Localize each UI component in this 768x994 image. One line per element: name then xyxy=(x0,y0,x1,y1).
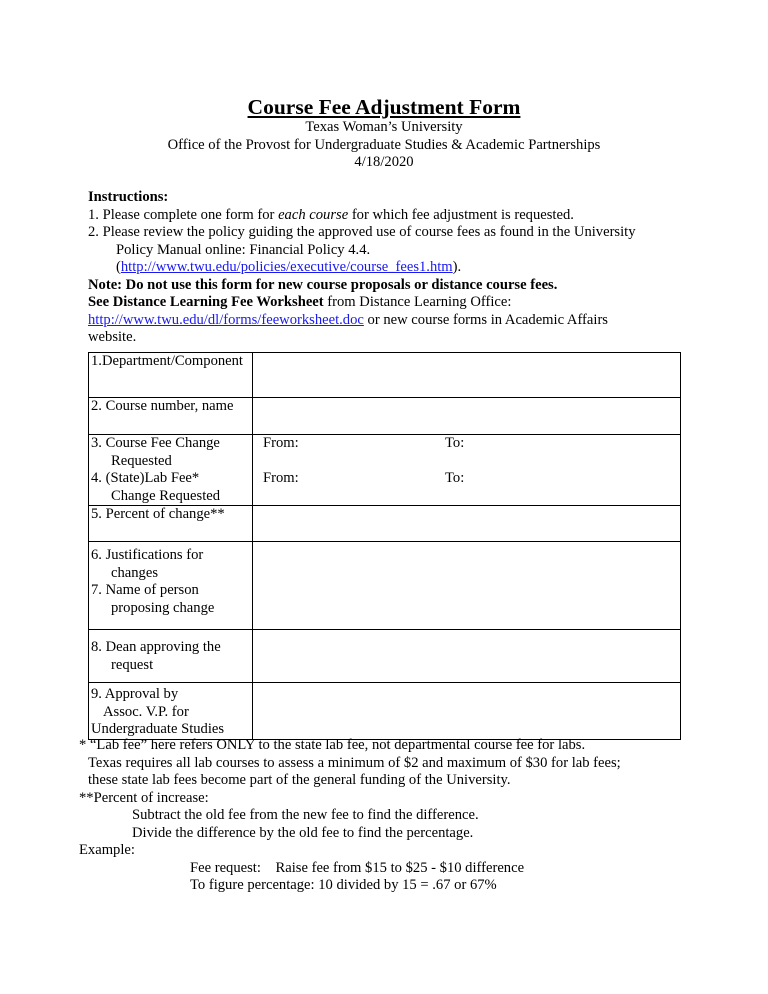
worksheet-link[interactable]: http://www.twu.edu/dl/forms/feeworksheet.doc xyxy=(88,311,364,328)
lab-fee-change-field[interactable] xyxy=(255,470,680,505)
percent-field[interactable] xyxy=(253,506,681,542)
fee-adjustment-table xyxy=(88,352,681,740)
lab-fee-note-3: these state lab fees become part of the general funding of the University. xyxy=(88,772,511,788)
policy-link[interactable]: http://www.twu.edu/policies/executive/course_fees1.htm xyxy=(120,259,453,275)
footnotes xyxy=(79,737,699,895)
table-row xyxy=(89,353,681,398)
lab-fee-note-1: * “Lab fee” here refers ONLY to the state lab fee, not departmental course fee for labs. xyxy=(79,737,586,753)
course-field[interactable] xyxy=(253,398,681,435)
university-name: Texas Woman’s University xyxy=(305,119,463,135)
page-title: Course Fee Adjustment Form xyxy=(247,95,521,119)
example-heading: Example: xyxy=(79,842,135,858)
instruction-item-2-line-3: (http://www.twu.edu/policies/executive/course_fees1.htm). xyxy=(116,259,462,275)
dean-field[interactable] xyxy=(253,630,681,683)
row-label-justification: 6. Justifications for changes 7. Name of person proposing change xyxy=(89,542,253,630)
lab-fee-from-label: From: xyxy=(263,470,299,486)
form-date: 4/18/2020 xyxy=(354,154,414,170)
example-line-2: To figure percentage: 10 divided by 15 = .67 or 67% xyxy=(190,877,497,893)
distance-learning-link-line-2: website. xyxy=(88,329,137,345)
instruction-note: Note: Do not use this form for new course proposals or distance course fees. xyxy=(88,276,558,293)
department-field[interactable] xyxy=(253,353,681,398)
table-row xyxy=(89,435,681,506)
distance-learning-link-line: http://www.twu.edu/dl/forms/feeworksheet.doc or new course forms in Academic Affairs xyxy=(88,311,608,328)
office-name: Office of the Provost for Undergraduate Studies & Academic Partnerships xyxy=(167,137,601,153)
row-label-department: 1.Department/Component xyxy=(89,353,253,398)
percent-step-1: Subtract the old fee from the new fee to find the difference. xyxy=(132,807,479,823)
approval-field[interactable] xyxy=(253,683,681,740)
distance-learning-line: See Distance Learning Fee Worksheet from Distance Learning Office: xyxy=(88,294,512,310)
course-fee-change-field[interactable] xyxy=(255,435,680,470)
table-row xyxy=(89,398,681,435)
instructions xyxy=(88,189,680,347)
fee-changes-field xyxy=(253,435,681,506)
percent-heading: **Percent of increase: xyxy=(79,789,209,806)
row-label-approval: 9. Approval by Assoc. V.P. for Undergraduate Studies xyxy=(89,683,253,740)
table-row xyxy=(89,542,681,630)
justification-field[interactable] xyxy=(253,542,681,630)
course-fee-from-label: From: xyxy=(263,435,299,451)
row-label-fee-changes: 3. Course Fee Change Requested 4. (State)Lab Fee* Change Requested xyxy=(89,435,253,506)
percent-step-2: Divide the difference by the old fee to find the percentage. xyxy=(132,824,474,841)
instruction-item-1: 1. Please complete one form for each course for which fee adjustment is requested. xyxy=(88,206,574,223)
table-row xyxy=(89,630,681,683)
table-row xyxy=(89,683,681,740)
table-row xyxy=(89,506,681,542)
row-label-dean: 8. Dean approving the request xyxy=(89,630,253,683)
instructions-heading: Instructions: xyxy=(88,189,169,205)
course-fee-to-label: To: xyxy=(445,435,465,451)
instruction-item-2-line-1: 2. Please review the policy guiding the approved use of course fees as found in the University xyxy=(88,224,636,240)
lab-fee-note-2: Texas requires all lab courses to assess a minimum of $2 and maximum of $30 for lab fees; xyxy=(88,754,621,771)
lab-fee-to-label: To: xyxy=(445,470,465,486)
instruction-item-2-line-2: Policy Manual online: Financial Policy 4.4. xyxy=(116,241,371,258)
example-line-1: Fee request: Raise fee from $15 to $25 - $10 difference xyxy=(190,859,525,876)
row-label-course: 2. Course number, name xyxy=(89,398,253,435)
row-label-percent: 5. Percent of change** xyxy=(89,506,253,542)
instruction-emphasis: each course xyxy=(278,206,349,223)
